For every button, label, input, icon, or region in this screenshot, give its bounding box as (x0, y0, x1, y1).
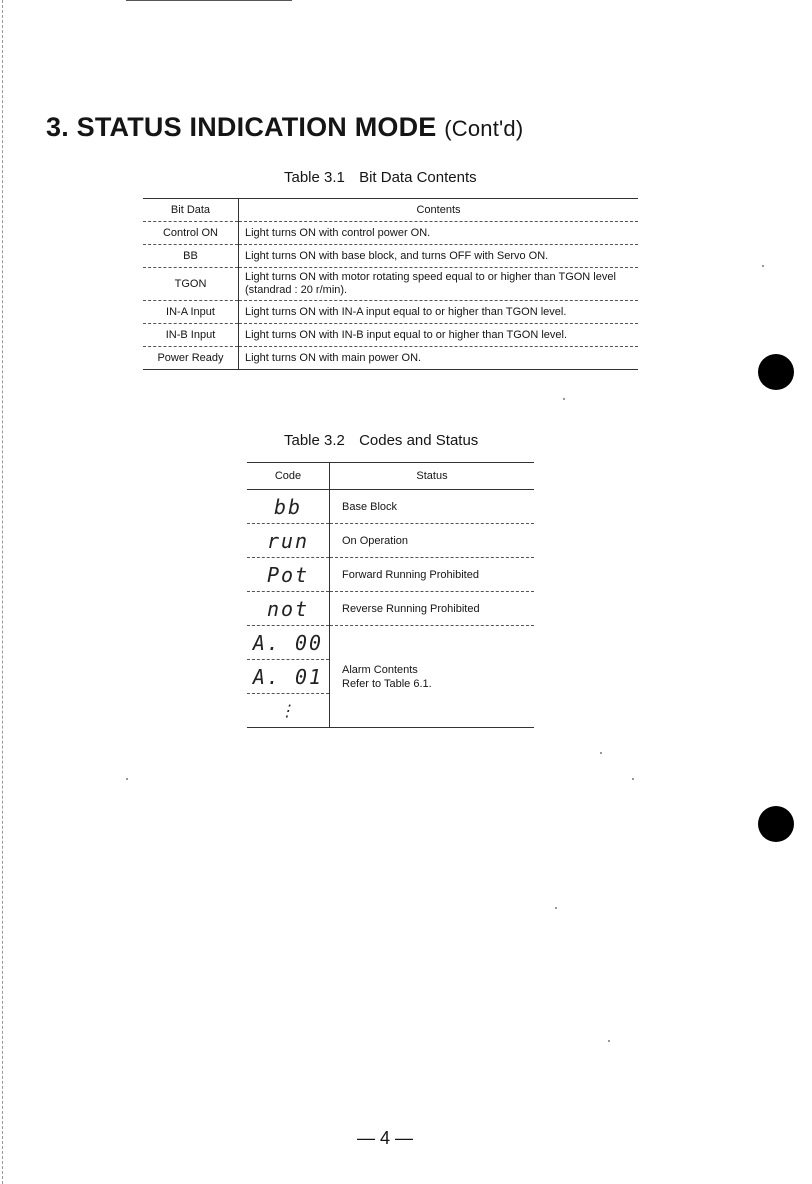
table-row (247, 558, 534, 592)
bit-data-table (143, 198, 638, 370)
code-cell (247, 592, 330, 626)
table-row (247, 592, 534, 626)
code-cell (247, 558, 330, 592)
table-row (143, 268, 638, 301)
table2-caption-number: Table 3.2 (284, 432, 345, 449)
contents-cell: Light turns ON with motor rotating speed equal to or higher than TGON level (standrad : 20 r/min). (239, 268, 639, 301)
top-rule (126, 0, 292, 1)
status-cell: Base Block (330, 490, 535, 524)
status-cell: Forward Running Prohibited (330, 558, 535, 592)
bit-name-cell: BB (143, 245, 239, 268)
code-cell (247, 524, 330, 558)
code-cell (247, 490, 330, 524)
scan-speck (762, 265, 764, 267)
table-row (143, 222, 638, 245)
scan-speck (126, 778, 128, 780)
bit-name-cell: TGON (143, 268, 239, 301)
table-row (143, 347, 638, 370)
contents-cell: Light turns ON with base block, and turns OFF with Servo ON. (239, 245, 639, 268)
table1-caption (284, 169, 477, 186)
page-number: — 4 — (356, 1128, 413, 1148)
page-title-cont: (Cont'd) (444, 116, 524, 141)
contents-cell: Light turns ON with main power ON. (245, 351, 422, 364)
table-row (143, 301, 638, 324)
scan-speck (600, 752, 602, 754)
segment-code: A. 01 (252, 664, 324, 689)
segment-code: ⋮ (279, 701, 297, 720)
alarm-status-cell (330, 626, 535, 728)
segment-code: run (266, 528, 310, 553)
status-cell: Reverse Running Prohibited (330, 592, 535, 626)
codes-status-table (247, 462, 534, 728)
contents-cell: Light turns ON with control power ON. (239, 222, 639, 245)
column-header-status: Status (330, 463, 535, 490)
bit-name-cell: Control ON (143, 222, 239, 245)
binder-hole-mark (758, 806, 794, 842)
page-title-main: 3. STATUS INDICATION MODE (46, 112, 437, 142)
segment-code: not (266, 596, 310, 621)
scan-speck (632, 778, 634, 780)
code-cell (247, 626, 330, 660)
scan-speck (555, 907, 557, 909)
binder-hole-mark (758, 354, 794, 390)
table2-caption-title: Codes and Status (359, 432, 479, 449)
bit-name-cell: IN-A Input (143, 301, 239, 324)
status-cell: On Operation (330, 524, 535, 558)
scan-speck (563, 398, 565, 400)
segment-code: Pot (266, 562, 310, 587)
contents-cell: Light turns ON with IN-A input equal to or higher than TGON level. (239, 301, 639, 324)
bit-name-cell: IN-B Input (143, 324, 239, 347)
table-row (247, 524, 534, 558)
table-header-row (143, 199, 638, 222)
scan-speck (608, 1040, 610, 1042)
code-cell (247, 660, 330, 694)
table-row (247, 626, 534, 660)
table-header-row (247, 463, 534, 490)
page-edge (2, 0, 3, 1184)
column-header-code: Code (247, 463, 330, 490)
page-title (46, 112, 523, 143)
column-header-bit-data: Bit Data (143, 199, 239, 222)
table-row (143, 245, 638, 268)
segment-code: bb (273, 494, 303, 519)
table-row (247, 490, 534, 524)
bit-name-cell: Power Ready (143, 347, 239, 370)
table1-caption-title: Bit Data Contents (359, 169, 477, 186)
contents-cell: Light turns ON with IN-B input equal to or higher than TGON level. (239, 324, 639, 347)
alarm-status-line: Refer to Table 6.1. (342, 677, 432, 690)
column-header-contents: Contents (239, 199, 639, 222)
table-row (143, 324, 638, 347)
alarm-status-line: Alarm Contents (342, 663, 418, 676)
segment-code: A. 00 (252, 630, 324, 655)
table1-caption-number: Table 3.1 (284, 169, 345, 186)
table2-caption (284, 432, 478, 449)
code-cell (247, 694, 330, 728)
